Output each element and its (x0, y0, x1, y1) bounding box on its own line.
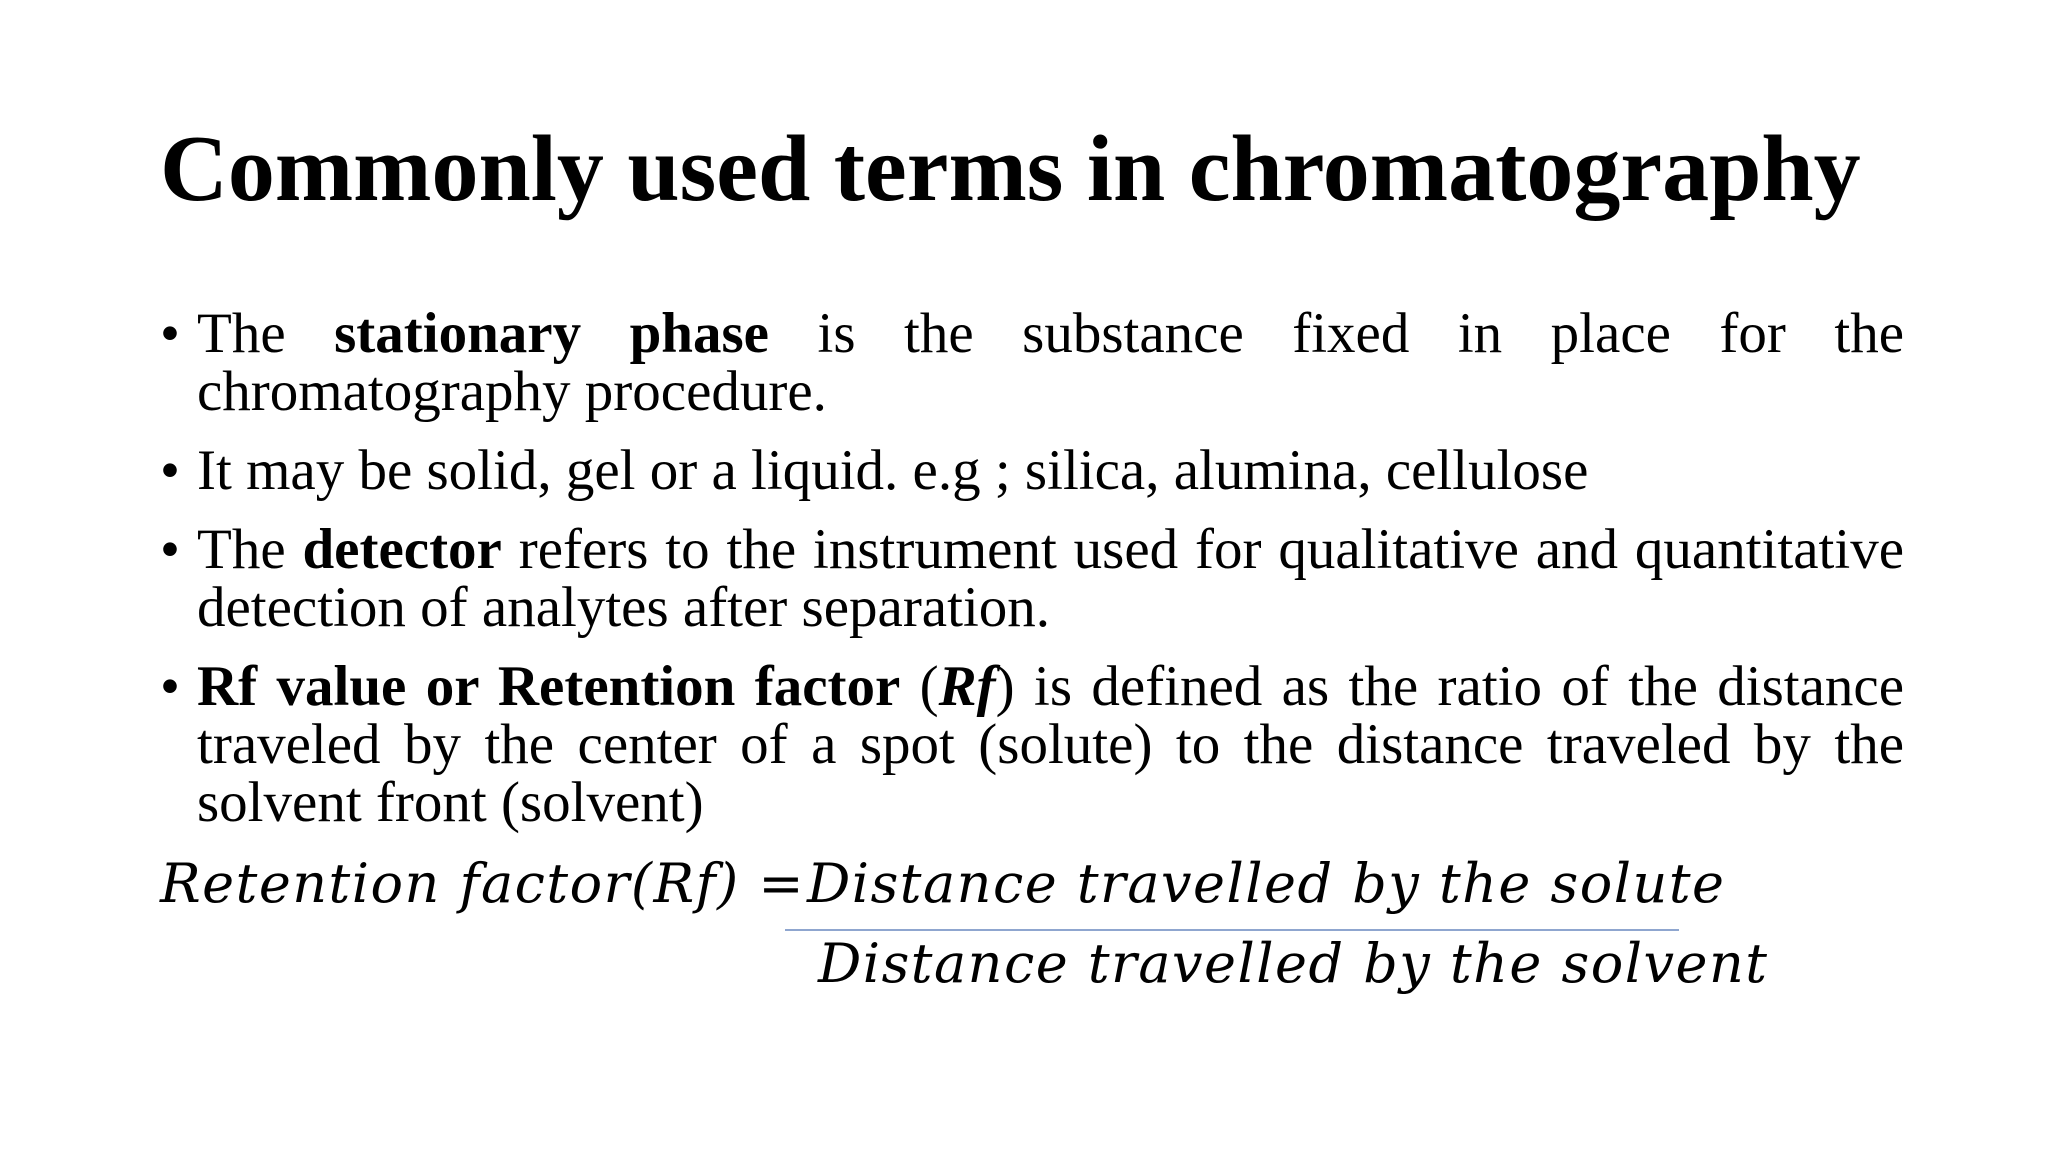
bullet-text-body: ) is defined as the ratio of the distance traveled by the center of a spot (solute) to the distance traveled by the solvent front (solvent) (197, 655, 1904, 834)
bullet-dot: • (160, 439, 180, 502)
bullet-phase-types (160, 439, 1904, 502)
rf-symbol: Rf (938, 655, 996, 718)
bullet-dot: • (160, 518, 180, 581)
bullet-dot: • (160, 655, 180, 718)
bold-term-stationary-phase: stationary phase (334, 302, 769, 365)
formula-denominator: Distance travelled by the solvent (818, 932, 1769, 995)
bold-term-detector: detector (302, 518, 502, 581)
formula-numerator: Distance travelled by the solute (807, 852, 1726, 915)
bold-term-rf-value: Rf value or Retention factor (197, 655, 901, 718)
bullet-stationary-phase (160, 302, 1905, 423)
bullet-text-prefix: The (197, 302, 335, 365)
bullet-dot: • (160, 302, 180, 365)
rf-formula (160, 852, 1904, 1012)
bullet-text-body: refers to the instrument used for qualitative and quantitative detection of analytes after separation. (197, 518, 1904, 639)
bullet-text-prefix: The (197, 518, 303, 581)
bullet-list (160, 302, 1905, 853)
paren-open: ( (900, 655, 939, 718)
formula-lhs: Retention factor(Rf) = (160, 852, 806, 915)
bullet-retention-factor (160, 655, 1904, 834)
fraction-bar (785, 929, 1679, 931)
slide-title: Commonly used terms in chromatography (160, 117, 1861, 221)
bullet-text-body: It may be solid, gel or a liquid. e.g ; silica, alumina, cellulose (197, 439, 1589, 502)
bullet-detector (160, 518, 1904, 639)
bullet-text-body: is the substance fixed in place for the chromatography procedure. (197, 302, 1905, 423)
